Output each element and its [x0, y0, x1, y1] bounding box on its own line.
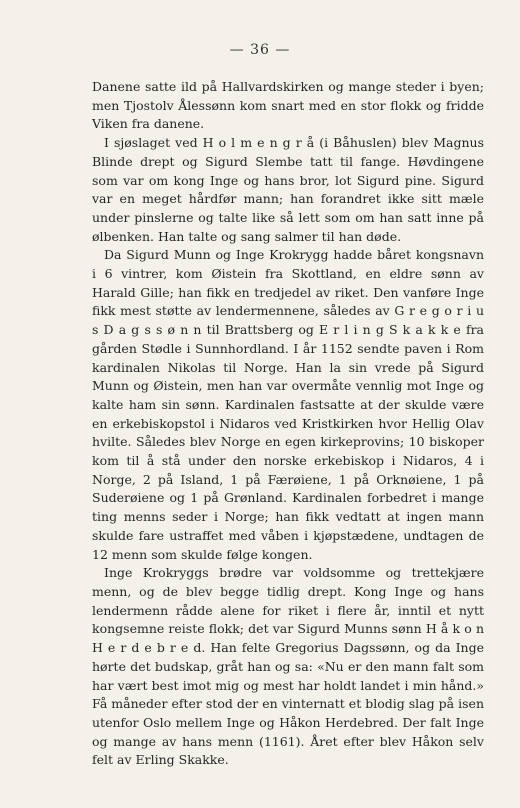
paragraph: I sjøslaget ved H o l m e n g r å (i Båhuslen) blev Magnus Blinde drept og Sigurd Slembe tatt til fange. Høvdingene som var om kong Inge og hans bror, lot Sigurd pine. Sigurd var en meget hårdfør mann; han forandret ikke sitt mæle under pinslerne og talte like så lett som om han satt inne på ølbenken. Han talte og sang salmer til han døde. — [92, 135, 484, 244]
paragraph: Da Sigurd Munn og Inge Krokrygg hadde båret kongsnavn i 6 vintrer, kom Øistein fra Skottland, en eldre sønn av Harald Gille; han fikk en tredjedel av riket. Den vanføre Inge fikk mest støtte av lendermennene, således av G r e g o r i u s D a g s s ø n n til Brattsberg og E r l i n g S k a k k e fra gården Stødle i Sunnhordland. I år 1152 sendte paven i Rom kardinalen Nikolas til Norge. Han la sin vrede på Sigurd Munn og Øistein, men han var overmåte vennlig mot Inge og kalte ham sin sønn. Kardinalen fastsatte at der skulde være en erkebiskopstol i Nidaros ved Kristkirken hvor Hellig Olav hvilte. Således blev Norge en egen kirkeprovins; 10 biskoper kom til å stå under den norske erkebiskop i Nidaros, 4 i Norge, 2 på Island, 1 på Færøiene, 1 på Orknøiene, 1 på Suderøiene og 1 på Grønland. Kardinalen forbedret i mange ting menns seder i Norge; han fikk vedtatt at ingen mann skulde fare ustraffet med våben i kjøpstædene, undtagen de 12 menn som skulde følge kongen. — [92, 247, 484, 562]
paragraph: Danene satte ild på Hallvardskirken og mange steder i byen; men Tjostolv Ålessønn kom snart med en stor flokk og fridde Viken fra danene. — [92, 79, 484, 132]
body-text — [92, 78, 484, 770]
page-number: — 36 — — [229, 42, 291, 58]
paragraph: Inge Krokryggs brødre var voldsomme og trettekjære menn, og de blev begge tidlig drept. Kong Inge og hans lendermenn rådde alene for riket i flere år, inntil et nytt kongsemne reiste flokk; det var Sigurd Munns sønn H å k o n H e r d e b r e d. Han felte Gregorius Dagssønn, og da Inge hørte det budskap, gråt han og sa: «Nu er den mann falt som har vært best imot mig og mest har holdt landet i min hånd.» Få måneder efter stod der en vinternatt et blodig slag på isen utenfor Oslo mellem Inge og Håkon Herdebred. Der falt Inge og mange av hans menn (1161). Året efter blev Håkon selv felt av Erling Skakke. — [92, 565, 484, 768]
